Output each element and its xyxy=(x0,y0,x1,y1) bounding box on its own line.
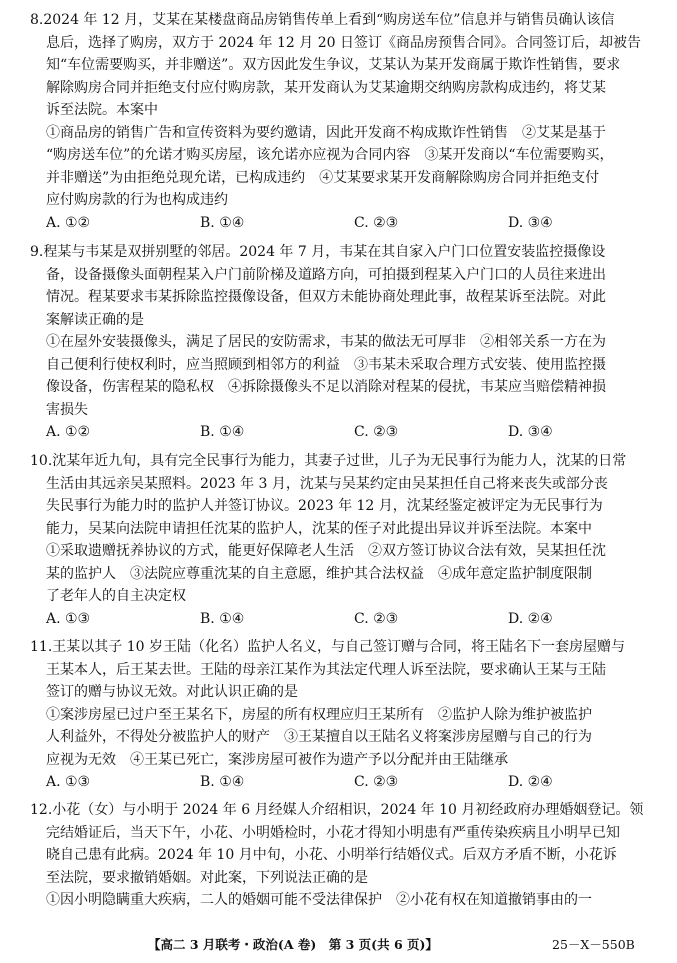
option-a: A. ①③ xyxy=(46,774,91,790)
question-text-line: 11.王某以其子 10 岁王陆（化名）监护人名义，与自己签订赠与合同，将王陆名下一套房屋赠与 xyxy=(30,639,625,655)
option-a: A. ①③ xyxy=(46,610,91,627)
option-d: D. ②④ xyxy=(508,610,553,627)
question-text-line: 签订的赠与协议无效。对此认识正确的是 xyxy=(46,684,298,700)
option-a: A. ①② xyxy=(46,214,91,231)
statement-line: 像设备，伤害程某的隐私权 ④拆除摄像头不足以消除对程某的侵扰，韦某应当赔偿精神损 xyxy=(46,379,606,395)
question-text-line: 备，设备摄像头面朝程某入户门前阶梯及道路方向，可拍摄到程某入户门口的人员往来进出 xyxy=(46,266,606,283)
option-d: D. ③④ xyxy=(508,424,553,440)
statement-line: ①商品房的销售广告和宣传资料为要约邀请，因此开发商不构成欺诈性销售 ②艾某是基于 xyxy=(46,124,606,141)
exam-code: 25－X－550B xyxy=(552,937,635,952)
answer-options xyxy=(30,212,662,235)
option-c: C. ②③ xyxy=(354,774,399,790)
question-text-line: 8.2024 年 12 月，艾某在某楼盘商品房销售传单上看到“购房送车位”信息并与销售员确认该信 xyxy=(30,12,615,28)
question-text-line: 案解读正确的是 xyxy=(46,311,144,328)
question-text-line: 至法院，要求撤销婚姻。对此案，下列说法正确的是 xyxy=(46,869,368,886)
footer-title: 【高二 3 月联考・政治(A 卷) 第 3 页(共 6 页)】 xyxy=(148,937,438,952)
statement-line: 自己便利行使权利时，应当照顾到相邻方的利益 ③韦某未采取合理方式安装、使用监控摄 xyxy=(46,356,606,373)
question-text-line: 能力，吴某向法院申请担任沈某的监护人，沈某的侄子对此提出异议并诉至法院。本案中 xyxy=(46,520,592,537)
question-text-line: 诉至法院。本案中 xyxy=(46,102,158,118)
question-text-line: 完结婚证后，当天下午，小花、小明婚检时，小花才得知小明患有严重传染疾病且小明早已知 xyxy=(46,824,620,841)
option-a: A. ①② xyxy=(46,424,91,440)
statement-line: 应付购房款的行为也构成违约 xyxy=(46,192,228,208)
answer-options xyxy=(30,771,662,794)
option-c: C. ②③ xyxy=(354,214,399,231)
question-text-line: 晓自己患有此病。2024 年 10 月中旬，小花、小明举行结婚仪式。后双方矛盾不断，小花诉 xyxy=(46,847,617,863)
question-text-line: 生活由其远亲吴某照料。2023 年 3 月，沈某与吴某约定由吴某担任自己将来丧失或部分丧 xyxy=(46,475,608,492)
statement-line: 了老年人的自主决定权 xyxy=(46,588,186,604)
question-9 xyxy=(30,241,662,444)
answer-options xyxy=(30,608,662,631)
question-text-line: 知“车位需要购买，并非赠送”。双方因此发生争议，艾某认为某开发商属于欺诈性销售，要求 xyxy=(46,57,621,73)
option-b: B. ①④ xyxy=(200,424,245,440)
question-text-line: 息后，选择了购房，双方于 2024 年 12 月 20 日签订《商品房预售合同》。合同签订后，却被告 xyxy=(46,34,641,51)
option-b: B. ①④ xyxy=(200,774,245,790)
statement-line: 人利益外，不得处分被监护人的财产 ③王某擅自以王陆名义将案涉房屋赠与自己的行为 xyxy=(46,729,592,745)
statement-line: ①在屋外安装摄像头，满足了居民的安防需求，韦某的做法无可厚非 ②相邻关系一方在为 xyxy=(46,334,606,350)
question-10 xyxy=(30,450,662,630)
question-text-line: 失民事行为能力时的监护人并签订协议。2023 年 12 月，沈某经鉴定被评定为无民事行为 xyxy=(46,498,603,514)
option-c: C. ②③ xyxy=(354,610,399,627)
question-12 xyxy=(30,799,662,912)
question-text-line: 王某本人，后王某去世。王陆的母亲江某作为其法定代理人诉至法院，要求确认王某与王陆 xyxy=(46,661,606,678)
statement-line: ①因小明隐瞒重大疾病，二人的婚姻可能不受法律保护 ②小花有权在知道撤销事由的一 xyxy=(46,892,592,908)
option-d: D. ②④ xyxy=(508,774,553,790)
statement-line: 害损失 xyxy=(46,401,88,418)
option-c: C. ②③ xyxy=(354,424,399,440)
question-text-line: 9.程某与韦某是双拼别墅的邻居。2024 年 7 月，韦某在其自家入户门口位置安装监控摄像设 xyxy=(30,244,606,260)
statement-line: ①案涉房屋已过户至王某名下，房屋的所有权理应归王某所有 ②监护人除为维护被监护 xyxy=(46,706,592,723)
statement-line: ①采取遗赠抚养协议的方式，能更好保障老人生活 ②双方签订协议合法有效，吴某担任沈 xyxy=(46,543,606,559)
answer-options xyxy=(30,421,662,444)
question-text-line: 解除购房合同并拒绝支付应付购房款，某开发商认为艾某逾期交纳购房款构成违约，将艾某 xyxy=(46,79,606,96)
statement-line: “购房送车位”的允诺才购买房屋，该允诺亦应视为合同内容 ③某开发商以“车位需要购买， xyxy=(46,147,614,163)
statement-line: 并非赠送”为由拒绝兑现允诺，已构成违约 ④艾某要求某开发商解除购房合同并拒绝支付 xyxy=(46,169,600,186)
option-b: B. ①④ xyxy=(200,610,245,627)
question-text-line: 10.沈某年近九旬，具有完全民事行为能力，其妻子过世，儿子为无民事行为能力人，沈某的日常 xyxy=(30,453,627,469)
statement-line: 某的监护人 ③法院应尊重沈某的自主意愿，维护其合法权益 ④成年意定监护制度限制 xyxy=(46,565,592,582)
option-b: B. ①④ xyxy=(200,214,245,231)
question-text-line: 12.小花（女）与小明于 2024 年 6 月经媒人介绍相识，2024 年 10 月初经政府办理婚姻登记。领 xyxy=(30,802,644,818)
option-d: D. ③④ xyxy=(508,214,553,231)
question-8 xyxy=(30,9,662,234)
question-11 xyxy=(30,636,662,794)
page-footer xyxy=(0,935,677,955)
question-text-line: 情况。程某要求韦某拆除监控摄像设备，但双方未能协商处理此事，故程某诉至法院。对此 xyxy=(46,289,606,305)
statement-line: 应视为无效 ④王某已死亡，案涉房屋可被作为遗产予以分配并由王陆继承 xyxy=(46,751,508,768)
